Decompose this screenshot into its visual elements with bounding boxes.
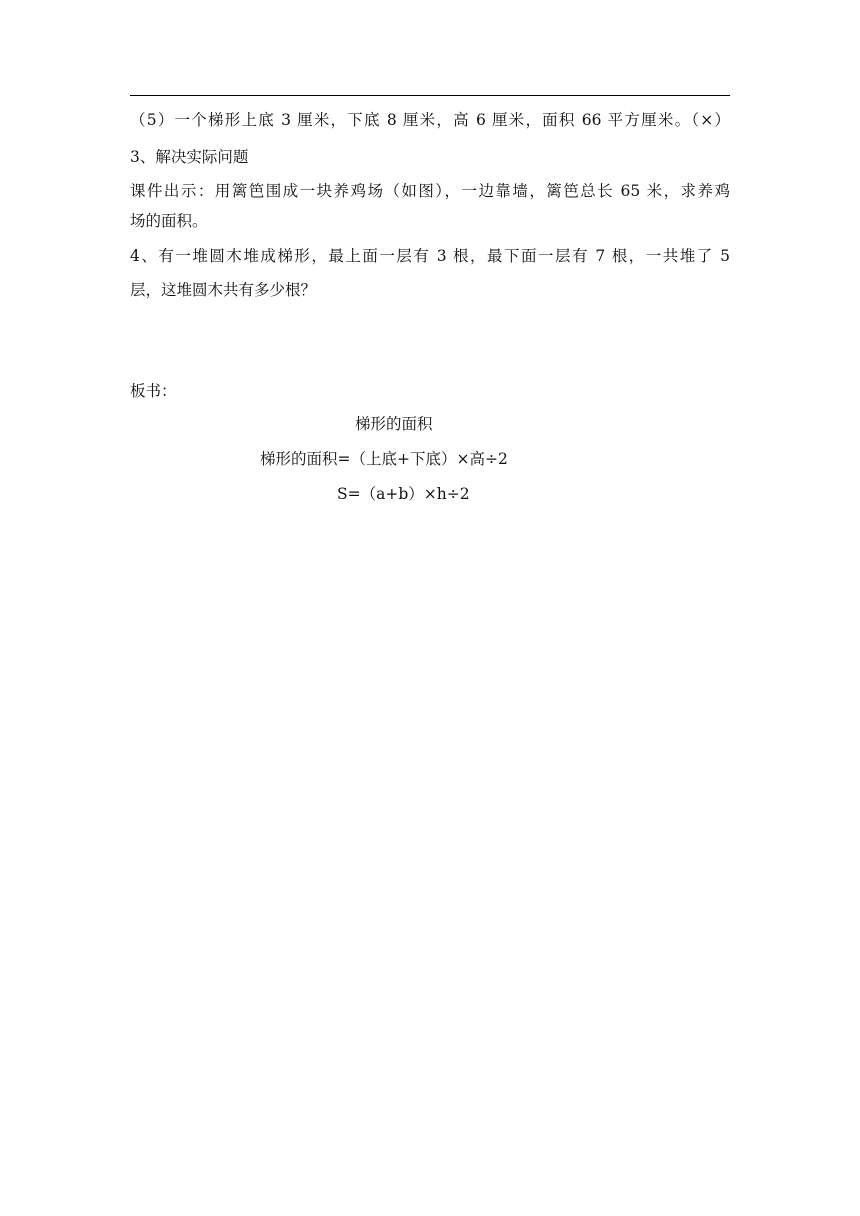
board-formula-symbols: S=（a+b）×h÷2 <box>337 485 470 503</box>
problem-4-line-2: 层，这堆圆木共有多少根？ <box>130 281 317 299</box>
problem-4-line-1: 4、有一堆圆木堆成梯形，最上面一层有 3 根，最下面一层有 7 根，一共堆了 5 <box>130 247 730 265</box>
item-5-text: （5）一个梯形上底 3 厘米，下底 8 厘米，高 6 厘米，面积 66 平方厘米。（×） <box>130 111 730 129</box>
board-label: 板书： <box>130 382 177 400</box>
courseware-line-2: 场的面积。 <box>130 212 208 230</box>
header-rule <box>130 95 730 96</box>
board-title: 梯形的面积 <box>355 415 433 433</box>
board-formula-words: 梯形的面积=（上底+下底）×高÷2 <box>260 450 508 468</box>
courseware-line-1: 课件出示：用篱笆围成一块养鸡场（如图），一边靠墙，篱笆总长 65 米，求养鸡 <box>130 182 730 200</box>
section-3-heading: 3、解决实际问题 <box>130 148 249 166</box>
